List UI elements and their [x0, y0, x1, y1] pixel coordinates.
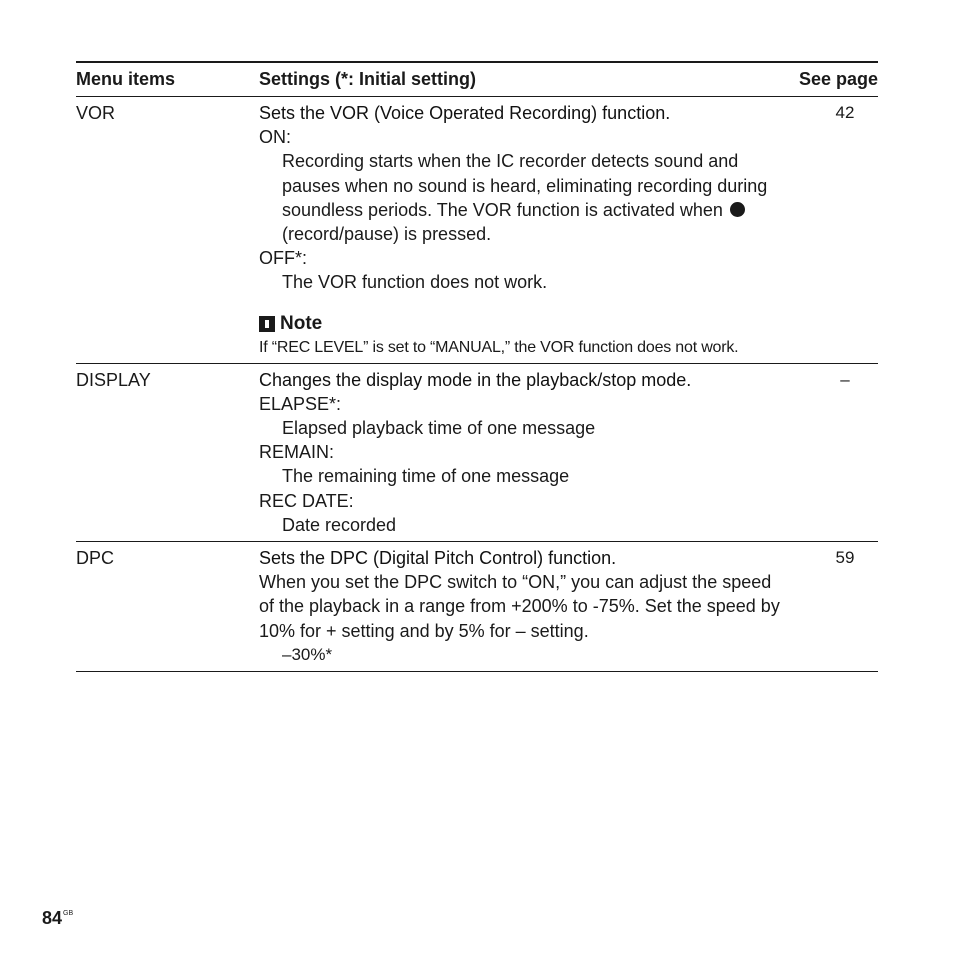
vor-option-on-label: ON:: [259, 127, 292, 148]
settings-display: [259, 368, 788, 537]
menu-item-display: DISPLAY: [76, 369, 151, 390]
header-settings: Settings (*: Initial setting): [259, 69, 477, 89]
note-label: Note: [280, 312, 323, 334]
record-dot-icon: [730, 202, 745, 217]
page-number: [42, 908, 73, 929]
menu-item-dpc: DPC: [76, 548, 115, 569]
table-row-display: [76, 364, 878, 542]
display-option-elapse-desc: Elapsed playback time of one message: [282, 418, 596, 439]
display-option-remain-desc: The remaining time of one message: [282, 466, 570, 487]
display-option-elapse-label: ELAPSE*:: [259, 393, 342, 414]
settings-table: [76, 61, 878, 672]
vor-title: Sets the VOR (Voice Operated Recording) function.: [259, 103, 671, 123]
dpc-title: Sets the DPC (Digital Pitch Control) function.: [259, 548, 617, 569]
display-option-recdate-desc: Date recorded: [282, 514, 397, 535]
see-page-vor: 42: [835, 103, 855, 122]
vor-option-off-desc: The VOR function does not work.: [282, 272, 548, 293]
see-page-display: –: [840, 369, 850, 389]
display-option-recdate-label: REC DATE:: [259, 490, 354, 511]
display-title: Changes the display mode in the playback/stop mode.: [259, 369, 692, 390]
page-number-value: 84: [42, 908, 63, 928]
vor-option-off-label: OFF*:: [259, 248, 307, 269]
dpc-description: When you set the DPC switch to “ON,” you can adjust the speed of the playback in a range from +200% to -75%. Set the speed by 10% for + setting and by 5% for – setting.: [259, 572, 780, 641]
table-row-dpc: [76, 542, 878, 672]
vor-on-desc-text: Recording starts when the IC recorder detects sound and pauses when no sound is heard, eliminating recording during soundless periods. The VOR function is activated when: [282, 151, 768, 220]
see-page-dpc: 59: [835, 548, 855, 568]
dpc-initial-value: –30%*: [282, 644, 333, 664]
settings-vor: [259, 101, 788, 359]
vor-on-desc-text-end: (record/pause) is pressed.: [282, 224, 492, 245]
note-heading: [259, 313, 788, 335]
page-suffix: GB: [63, 910, 74, 917]
note-icon: [259, 316, 275, 332]
table-row-vor: [76, 97, 878, 364]
vor-option-on-desc: [259, 149, 788, 246]
header-menu-items: Menu items: [76, 69, 176, 89]
menu-item-vor: VOR: [76, 103, 116, 123]
header-see-page: See page: [798, 69, 878, 89]
display-option-remain-label: REMAIN:: [259, 442, 335, 463]
settings-dpc: [259, 546, 788, 667]
note-text: If “REC LEVEL” is set to “MANUAL,” the VOR function does not work.: [259, 338, 739, 356]
table-header: [76, 63, 878, 97]
